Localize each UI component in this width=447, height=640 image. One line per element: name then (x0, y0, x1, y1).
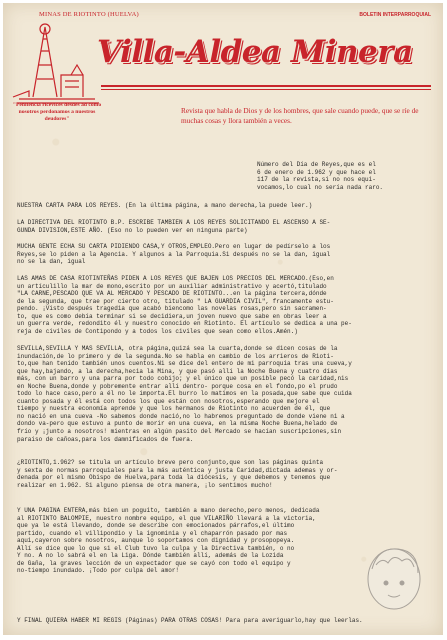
paragraph-final: Y FINAL QUIERA HABER MI REGIS (Páginas) PARA OTRAS COSAS! Para para averiguarlo,hay que leerlas. (17, 617, 363, 624)
paragraph-reyes: NUESTRA CARTA PARA LOS REYES. (En la última página, a mano derecha,la puede leer.) (17, 202, 313, 209)
motto: "Penitencia ricevices desdes ad como nosotros perdonamos a nuestros deudores" (12, 102, 102, 122)
bulletin-label: BOLETIN INTERPARROQUIAL (359, 12, 431, 18)
title-underline-thin (101, 89, 431, 90)
paragraph-amas: LAS AMAS DE CASA RIOTINTEÑAS PIDEN A LOS REYES QUE BAJEN LOS PRECIOS DEL MERCADO.(Eso,en un artículillo la mar de mono,escrito por un auxiliar administrativo y acertó,titulado "LA CARNE,PESCADO QUE VA AL MERCADO Y PESCADO DE RIOTINTO...en la página tercera,dónde de la segunda, que trae por cierto otro, titulado " LA GUARDIA CIVIL", francamente estu- pendo. ¡Visto después tragedia que acabó biencomo las novelas rosas,pero sin sacramen- to, que es como debía terminar si se decidiera,un joven nuevo que sabe en obras leer a un guerra verde, redondito él y nuestro conocido en Riotinto. El artículo se dedica a una pe- reja de civiles de Contipondo y a todos los civiles que sean como ellos.Amén.) (17, 275, 352, 335)
paragraph-balompie: Y UNA PAGINA ENTERA,más bien un poguito, también a mano derecho,pero menos, dedicada al RIOTINTO BALOMPIE, nuestro nombre equipo, el que VILARIÑO llevará a la victoria, que ya le está llevando, donde se describe con emocionados párrafos,el último partido, cuando el villipondio y la ignominia y el chaparrón pasado por mas aqui,cayeron sobre nosotros, aunque lo soportamos con dignidad y prosopopeya. Allí se dice que lo que si el Club tuvo la culpa y la Directiva también, o no Y no. A no lo sabrá el en la Liga. Dónde también allí, además de la Lozida de Gaña, la graves lección de un expectador que se cayó con todo el equipo y no-tiempo inundado. ¡Todo por culpa del amor! (17, 507, 320, 575)
child-drawing-icon (358, 539, 430, 619)
title-underline (101, 85, 431, 87)
paragraph-sevilla: SEVILLA,SEVILLA Y MAS SEVILLA, otra página,quizá sea la cuarta,donde se dicen cosas de la inundación,de lo primero y de la segunda.No se habla en cambio de los arrieros de Rioti- to,que han tenido también unos cuentos.Ni se dice del entero de mi parroquia tras una cueva,y que hay,bajando, a la derecha,hecia la Mina, y que pasó allí la Noche Buena y cuatro días más, con un barro y una parra por todo cobijo; y el único que un posible pecó la caridad,nis en Noche Buena,donde y pobremente entrar allí dentro- porque cosa en el fondo,po el prudo todo lo hace caso,pero a él no le importa.El burro lo matimos en la posada,que sabe que cuida cuanto posada y él está con todos los que están con nosotros,esperando que mejore el tiempo y nuestra economía aprende y que los hermanos de Riotinto no acuerden de él, que no nació en una cueva -No sabemos donde nació,no lo habremos preguntado de donde viene ni a dondo va-pero que estuvo a punto de morir en una cueva, en la misma Noche Buena,helado de frío y ¡junto a nosotros! mientras en algún pasito del Mercado se hacían suscripciones,sin paraíso de cañoas,para los damnificados de fuera. (17, 345, 352, 443)
issue-intro: Número del Día de Reyes,que es el 6 de enero de 1.962 y que hace el 117 de la revista,si no nos equi- vocamos,lo cual no sería nada raro. (257, 161, 384, 191)
page-sheet (3, 3, 443, 635)
masthead-title: Villa-Aldea Minera (97, 34, 413, 70)
paragraph-casa: MUCHA GENTE ECHA SU CARTA PIDIENDO CASA,Y OTROS,EMPLEO.Pero en lugar de pedírselo a los Reyes,se lo piden a la Agencia. Y algunos a la Parroquia.Si después no se la dan, igual no se la dan, igual (17, 243, 331, 266)
mine-tower-logo (9, 19, 101, 111)
location-line: MINAS DE RIOTINTO (HUELVA) (39, 11, 139, 18)
paragraph-riotinto: ¿RIOTINTO,1.962? se titula un artículo breve pero conjunto,que son las páginas quinta y sexta de normas parroquiales para la más auténtica y justa Caridad,dictada ademas y or- denada por el mismo Obispo de Huelva,para toda la diócesis, y que debemos y tenemos que realizar en 1.962. Si alguno piensa de otra manera, ¡lo sentimos mucho! (17, 459, 338, 489)
paragraph-directiva: LA DIRECTIVA DEL RIOTINTO B.P. ESCRIBE TAMBIEN A LOS REYES SOLICITANDO EL ASCENSO A SE- GUNDA DIVISION,ESTE AÑO. (Eso no lo pueden ver en ninguna parte) (17, 219, 331, 234)
tagline: Revista que habla de Dios y de los hombres, que sale cuando puede, que se ríe de muchas cosas y llora también a veces. (181, 106, 419, 125)
